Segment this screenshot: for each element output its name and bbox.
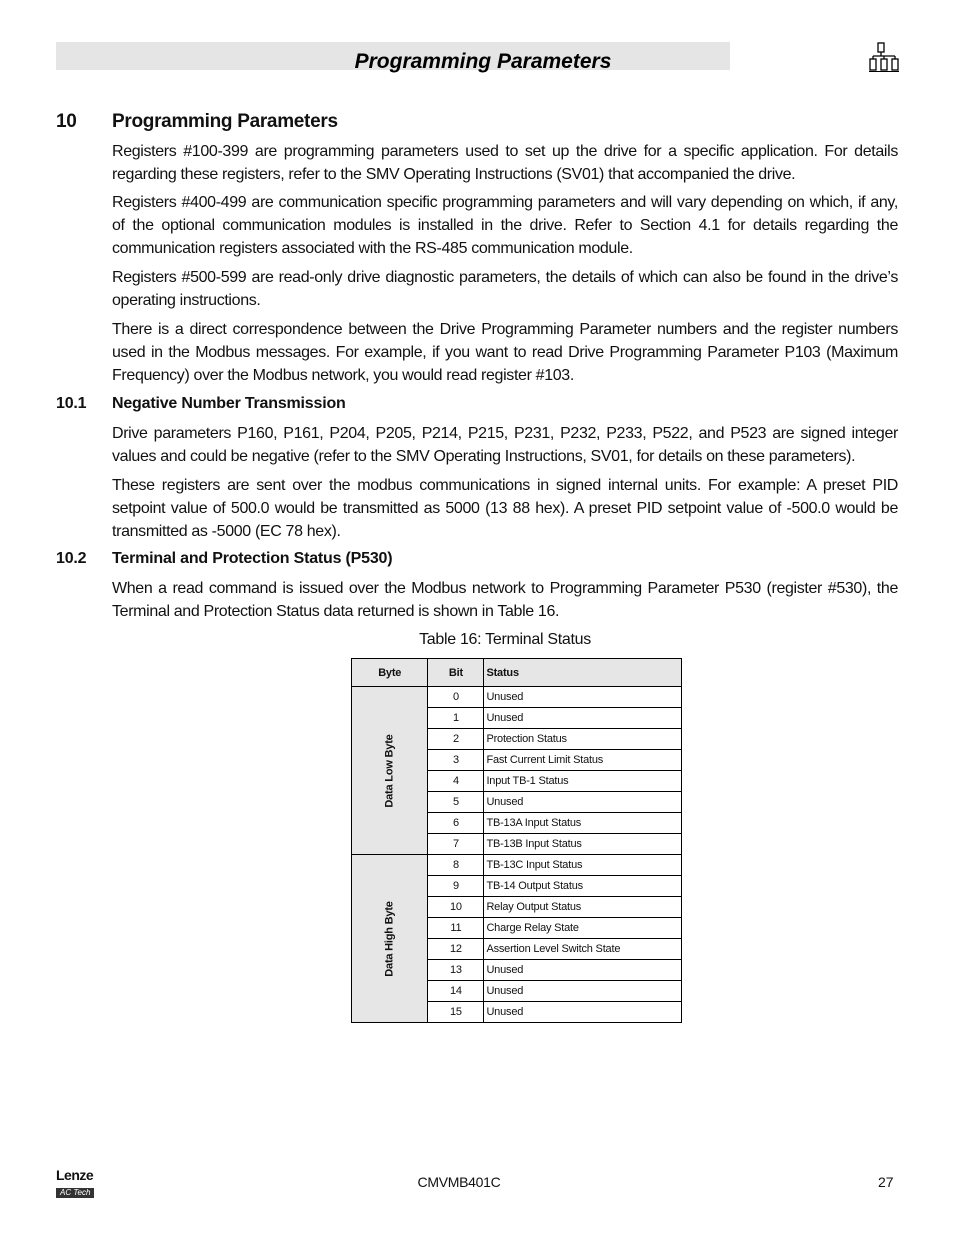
byte-group-cell: [352, 855, 428, 1023]
bit-cell: 10: [428, 897, 484, 918]
subsection-number: 10.1: [56, 395, 87, 412]
page-number: 27: [878, 1174, 894, 1190]
status-cell: Protection Status: [484, 729, 682, 750]
status-cell: Fast Current Limit Status: [484, 750, 682, 771]
bit-cell: 15: [428, 1002, 484, 1023]
bit-cell: 13: [428, 960, 484, 981]
status-cell: Unused: [484, 708, 682, 729]
subsection-heading: [56, 550, 392, 568]
table-row: [352, 855, 682, 876]
bit-cell: 0: [428, 687, 484, 708]
status-cell: Unused: [484, 792, 682, 813]
status-cell: Unused: [484, 960, 682, 981]
subsection-heading: [56, 395, 346, 413]
bit-cell: 4: [428, 771, 484, 792]
paragraph: These registers are sent over the modbus communications in signed internal units. For example: A preset PID setpoint value of 500.0 would be transmitted as 5000 (13 88 hex). A preset PID setpoint value of -500.0 would be transmitted as -5000 (EC 78 hex).: [112, 477, 898, 540]
subsection-title: Negative Number Transmission: [112, 395, 346, 412]
status-cell: Unused: [484, 687, 682, 708]
bit-cell: 6: [428, 813, 484, 834]
logo-word: Lenze: [56, 1167, 94, 1183]
paragraph: Registers #100-399 are programming parameters used to set up the drive for a specific application. For details regarding these registers, refer to the SMV Operating Instructions (SV01) that accompanied the drive.: [112, 143, 898, 183]
bit-cell: 2: [428, 729, 484, 750]
paragraph: Registers #500-599 are read-only drive diagnostic parameters, the details of which can also be found in the drive’s operating instructions.: [112, 269, 898, 309]
status-cell: Assertion Level Switch State: [484, 939, 682, 960]
bit-cell: 7: [428, 834, 484, 855]
logo-tag: AC Tech: [56, 1188, 94, 1198]
column-header-byte: Byte: [352, 659, 428, 687]
status-cell: TB-13A Input Status: [484, 813, 682, 834]
bit-cell: 3: [428, 750, 484, 771]
paragraph: There is a direct correspondence between the Drive Programming Parameter numbers and the register numbers used in the Modbus messages. For example, if you want to read Drive Programming Parameter P103 (Maximum Frequency) over the Modbus network, you would read register #103.: [112, 321, 898, 384]
section-title: Programming Parameters: [112, 111, 338, 132]
byte-group-label: Data High Byte: [383, 900, 396, 977]
status-cell: TB-14 Output Status: [484, 876, 682, 897]
paragraph: Drive parameters P160, P161, P204, P205, P214, P215, P231, P232, P233, P522, and P523 are signed integer values and could be negative (refer to the SMV Operating Instructions, SV01, for details on these parameters).: [112, 425, 898, 465]
section-number: 10: [56, 111, 77, 132]
table-caption: Table 16: Terminal Status: [419, 631, 591, 648]
section-heading: [56, 111, 338, 133]
table-header-row: [352, 659, 682, 687]
byte-group-label: Data Low Byte: [383, 733, 396, 808]
status-cell: TB-13B Input Status: [484, 834, 682, 855]
network-terminals-icon: [869, 42, 899, 72]
column-header-bit: Bit: [428, 659, 484, 687]
bit-cell: 14: [428, 981, 484, 1002]
status-cell: Relay Output Status: [484, 897, 682, 918]
bit-cell: 9: [428, 876, 484, 897]
document-code: CMVMB401C: [417, 1174, 501, 1190]
status-cell: TB-13C Input Status: [484, 855, 682, 876]
paragraph: When a read command is issued over the Modbus network to Programming Parameter P530 (register #530), the Terminal and Protection Status data returned is shown in Table 16.: [112, 580, 898, 620]
table-row: [352, 687, 682, 708]
page-header-title: Programming Parameters: [354, 50, 612, 73]
status-cell: Unused: [484, 1002, 682, 1023]
terminal-status-table: [351, 658, 682, 1023]
subsection-number: 10.2: [56, 550, 87, 567]
column-header-status: Status: [484, 659, 682, 687]
status-cell: Unused: [484, 981, 682, 1002]
paragraph: Registers #400-499 are communication specific programming parameters and will vary depending on which, if any, of the optional communication modules is installed in the drive. Refer to Section 4.1 for details regarding the communication registers associated with the RS-485 communication module.: [112, 194, 898, 257]
bit-cell: 5: [428, 792, 484, 813]
subsection-title: Terminal and Protection Status (P530): [112, 550, 393, 567]
byte-group-cell: [352, 687, 428, 855]
bit-cell: 11: [428, 918, 484, 939]
bit-cell: 8: [428, 855, 484, 876]
bit-cell: 12: [428, 939, 484, 960]
status-cell: Input TB-1 Status: [484, 771, 682, 792]
bit-cell: 1: [428, 708, 484, 729]
status-cell: Charge Relay State: [484, 918, 682, 939]
